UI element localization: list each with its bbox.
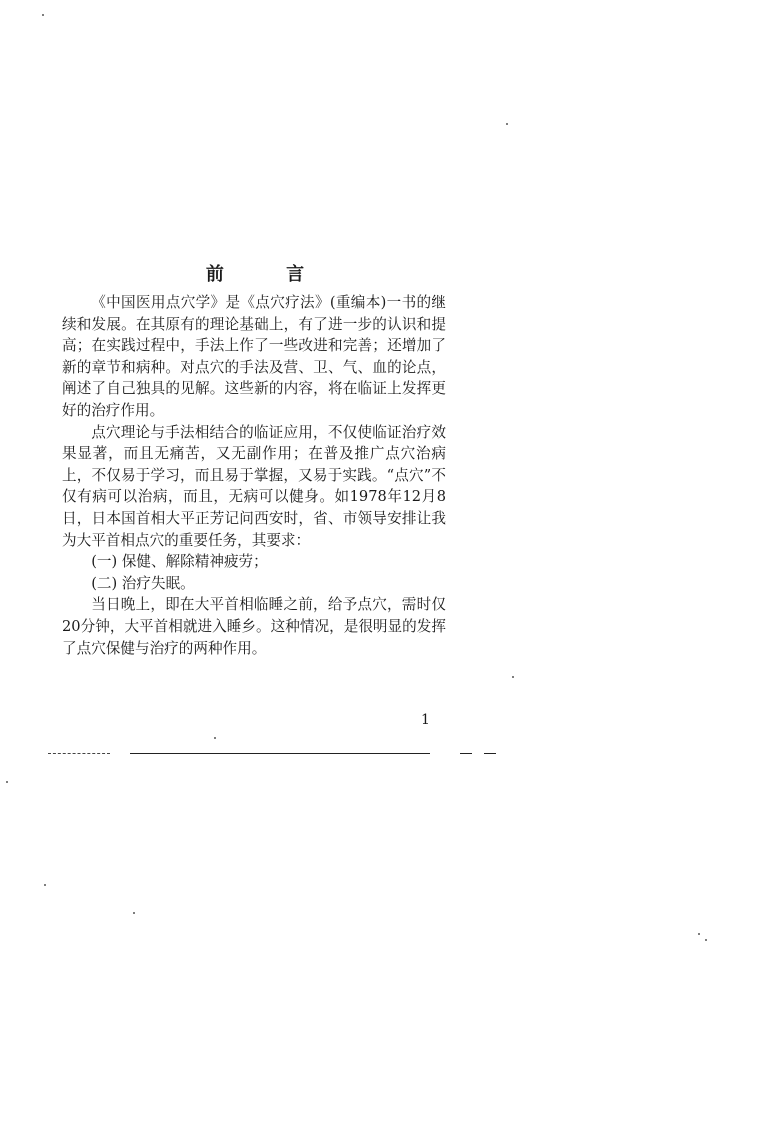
paragraph: 点穴理论与手法相结合的临证应用，不仅使临证治疗效果显著，而且无痛苦，又无副作用；在普及推广点穴治病上，不仅易于学习，而且易于掌握，又易于实践。“点穴”不仅有病可以治病，而且，无病可以健身。如1978年12月8日，日本国首相大平正芳记问西安时，省、市领导安排让我为大平首相点穴的重要任务，其要求： bbox=[62, 423, 446, 549]
body-text bbox=[62, 292, 446, 659]
page-title: 前 言 bbox=[205, 264, 333, 285]
footer-rule bbox=[484, 753, 496, 754]
scan-speck bbox=[44, 884, 46, 886]
footer-rule bbox=[130, 753, 430, 754]
list-item: (一) 保健、解除精神疲劳； bbox=[91, 553, 268, 571]
footer-rule bbox=[48, 753, 110, 754]
scan-speck bbox=[506, 123, 508, 125]
paragraph: 《中国医用点穴学》是《点穴疗法》(重编本)一书的继续和发展。在其原有的理论基础上，有了进一步的认识和提高；在实践过程中，手法上作了一些改进和完善；还增加了新的章节和病种。对点穴的手法及营、卫、气、血的论点，阐述了自己独具的见解。这些新的内容，将在临证上发挥更好的治疗作用。 bbox=[62, 294, 446, 419]
footer-rule bbox=[460, 753, 472, 754]
scan-speck bbox=[214, 737, 216, 739]
scan-speck bbox=[698, 933, 700, 935]
scan-speck bbox=[6, 781, 8, 783]
list-item: (二) 治疗失眠。 bbox=[91, 574, 195, 592]
scan-speck bbox=[512, 676, 514, 678]
page-number: 1 bbox=[421, 712, 430, 728]
scan-speck bbox=[705, 939, 707, 941]
paragraph: 当日晚上，即在大平首相临睡之前，给予点穴，需时仅20分钟，大平首相就进入睡乡。这种情况，是很明显的发挥了点穴保健与治疗的两种作用。 bbox=[62, 596, 446, 657]
scan-speck bbox=[133, 912, 135, 914]
scan-speck bbox=[42, 14, 44, 16]
